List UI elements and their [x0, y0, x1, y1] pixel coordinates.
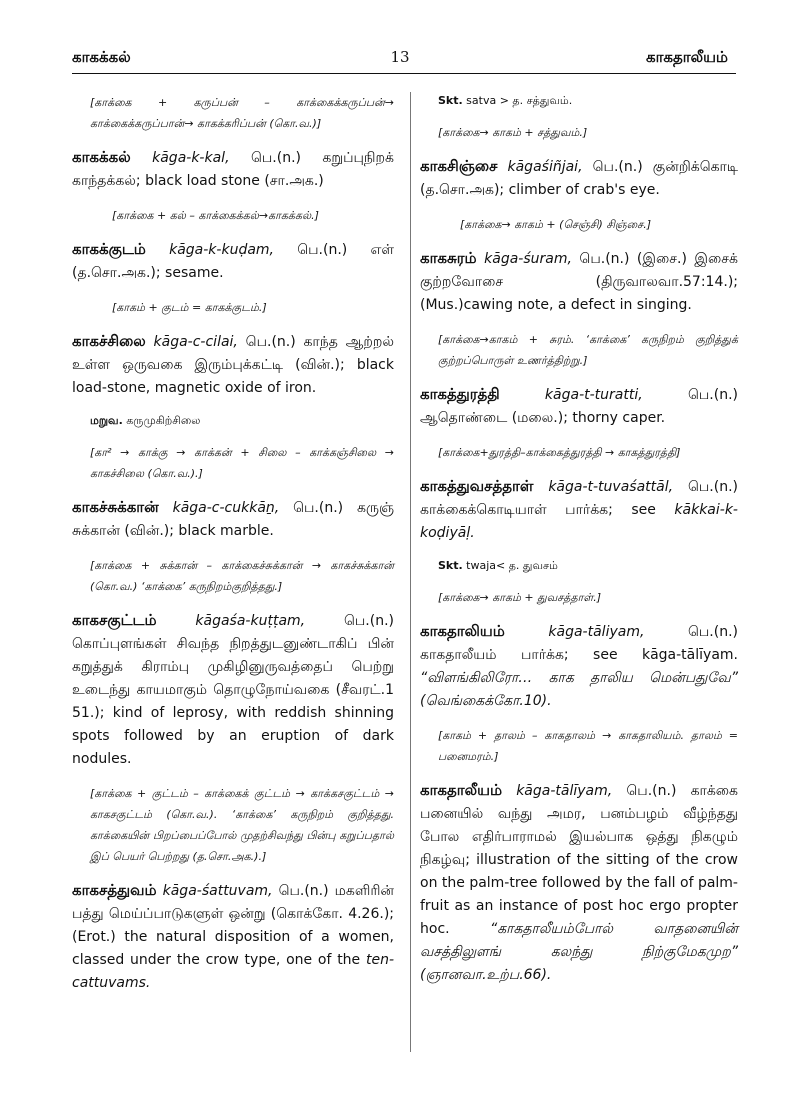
etymology-note: [காகம் + தாலம் – காகதாலம் → காகதாலியம். தாலம் = பனைமரம்.]: [438, 729, 738, 763]
entry-definition: பெ.(n.) கொப்புளங்கள் சிவந்த நிறத்துடனுண்டாகிப் பின் கறுத்துக் கிராம்பு முகிழினுருவத்தைப் பெற்று உடைந்து காயமாகும் தொழுநோய்வகை (சீவரட்.1 51.); kind of leprosy, with reddish shinning spots followed by an eruption of dark nodules.: [72, 613, 394, 767]
headword: காகசிஞ்சை: [420, 157, 498, 175]
note-label: Skt.: [438, 559, 463, 572]
usage-note: [438, 557, 738, 575]
dictionary-entry: [420, 383, 738, 430]
entry-definition: பெ.(n.) கறுப்புநிறக் காந்தக்கல்; black load stone (சா.அக.): [72, 150, 394, 189]
header-rule: [72, 73, 736, 74]
transliteration: kāga-śattuvam,: [162, 883, 273, 899]
dictionary-entry: [420, 779, 738, 987]
dictionary-entry: [72, 496, 394, 543]
entry-definition: பெ.(n.) மகளிரின் பத்து மெய்ப்பாடுகளுள் ஒன்று (கொக்கோ. 4.26.); (Erot.) the natural disposition of a women, classed under the crow type, one of the: [72, 883, 395, 968]
entry-definition: பெ.(n.) எள் (த.சொ.அக.); sesame.: [72, 242, 394, 281]
running-head-right: காகதாலீயம்: [645, 48, 728, 66]
entry-definition: பெ.(n.) காந்த ஆற்றல் உள்ள ஒருவகை இரும்புக்கட்டி (வின்.); black load-stone, magnetic oxide of iron.: [72, 334, 395, 396]
headword: காகக்குடம்: [72, 240, 146, 258]
etymology-note: [காக்கை + கருப்பன் – காக்கைக்கருப்பன்→ காக்கைக்கருப்பான்→ காகக்கரிப்பன் (கொ.வ.)]: [90, 96, 394, 130]
etymology-note: [காக்கை→ காகம் + துவசத்தாள்.]: [438, 591, 602, 604]
dictionary-entry: [72, 609, 394, 771]
etymology-note: [காக்கை+துரத்தி–காக்கைத்துரத்தி → காகத்துரத்தி]: [438, 446, 681, 459]
entry-citation: kākkai-k-koḍiyāḷ.: [420, 502, 738, 541]
etymology-note: [காக்கை→ காகம் + (செஞ்சி) சிஞ்சை.]: [460, 218, 652, 231]
transliteration: kāga-c-cilai,: [153, 334, 238, 350]
dictionary-entry: [72, 879, 394, 995]
transliteration: kāga-tāliyam,: [548, 624, 645, 640]
dictionary-entry: [420, 620, 738, 713]
transliteration: kāga-tālīyam,: [516, 783, 613, 799]
transliteration: kāgaśa-kuṭṭam,: [195, 613, 306, 629]
transliteration: kāga-k-kuḍam,: [169, 242, 274, 258]
dictionary-entry: [72, 330, 394, 400]
headword: காகதாலீயம்: [420, 781, 503, 799]
entry-citation: ten-cattuvams.: [72, 952, 394, 991]
entry-citation: “விளங்கிலிரோ… காக தாலிய மென்பதுவே” (வெங்கைக்கோ.10).: [420, 670, 738, 709]
running-head-left: காகக்கல்: [72, 48, 131, 66]
etymology-note: [காக்கை→காகம் + சுரம். ‘காக்கை’ கருநிறம் குறித்துக் குற்றப்பொருள் உணர்த்திற்று.]: [438, 333, 738, 367]
headword: காகத்துரத்தி: [420, 385, 500, 403]
note-text: twaja< த. துவசம்: [462, 559, 558, 572]
headword: காகச்சிலை: [72, 332, 146, 350]
dictionary-entry: [72, 238, 394, 285]
entry-definition: பெ.(n.) குன்றிக்கொடி (த.சொ.அக); climber of crab's eye.: [420, 159, 738, 198]
entry-definition: பெ.(n.) (இசை.) இசைக் குற்றவோசை (திருவாலவா.57:14.); (Mus.)cawing note, a defect in singing.: [420, 251, 738, 313]
transliteration: kāga-k-kal,: [152, 150, 230, 166]
etymology-note: [காக்கை + கல் – காக்கைக்கல்→காகக்கல்.]: [112, 209, 319, 222]
note-label: மறுவ.: [90, 414, 123, 427]
usage-note: [438, 92, 738, 110]
entry-definition: பெ.(n.) காக்கை பனையில் வந்து அமர, பனம்பழம் வீழ்ந்தது போல எதிர்பாராமல் இயல்பாக ஒத்து நிகழும் நிகழ்வு; illustration of the sitting of the crow on the palm-tree followed by the fall of palm-fruit as an instance of post hoc ergo propter hoc.: [420, 783, 738, 937]
headword: காகசத்துவம்: [72, 881, 157, 899]
etymology-note: [காக்கை + சுக்கான் – காக்கைச்சுக்கான் → காகச்சுக்கான் (கொ.வ.) ‘காக்கை’ கருநிறம்குறித்தது.]: [90, 559, 394, 593]
dictionary-entry: [420, 155, 738, 202]
etymology-note: [கா² → காக்கு → காக்கன் + சிலை – காக்கஞ்சிலை → காகச்சிலை (கொ.வ.).]: [90, 446, 394, 480]
transliteration: kāgaśiñjai,: [507, 159, 583, 175]
page-number: 13: [390, 48, 410, 66]
transliteration: kāga-t-turatti,: [544, 387, 643, 403]
headword: காகசகுட்டம்: [72, 611, 157, 629]
transliteration: kāga-t-tuvaśattāl,: [548, 479, 674, 495]
transliteration: kāga-c-cukkāṉ,: [172, 500, 280, 516]
etymology-note: [காகம் + குடம் = காகக்குடம்.]: [112, 301, 267, 314]
entry-definition: பெ.(n.) ஆதொண்டை (மலை.); thorny caper.: [420, 387, 738, 426]
dictionary-entry: [420, 475, 738, 545]
dictionary-entry: [72, 146, 394, 193]
transliteration: kāga-śuram,: [484, 251, 572, 267]
note-text: satva > த. சத்துவம்.: [462, 94, 573, 107]
headword: காகதாலியம்: [420, 622, 505, 640]
headword: காகத்துவசத்தாள்: [420, 477, 534, 495]
right-column: [420, 92, 738, 999]
note-label: Skt.: [438, 94, 463, 107]
etymology-note: [காக்கை→ காகம் + சத்துவம்.]: [438, 126, 588, 139]
entry-definition: பெ.(n.) காகதாலீயம் பார்க்க; see kāga-tālīyam.: [420, 624, 738, 663]
entry-citation: “காகதாலீயம்போல் வாதனையின் வசத்திலுளங் கலந்து நிற்குமேகமுற” (ஞானவா.உற்ப.66).: [420, 921, 738, 983]
left-column: [72, 92, 394, 1007]
headword: காகச்சுக்கான்: [72, 498, 159, 516]
dictionary-entry: [420, 247, 738, 317]
note-text: கருமுகிற்சிலை: [122, 414, 201, 427]
entry-definition: பெ.(n.) காக்கைக்கொடியாள் பார்க்க; see: [420, 479, 738, 518]
headword: காகக்கல்: [72, 148, 131, 166]
column-divider: [410, 92, 411, 1052]
usage-note: [90, 412, 394, 430]
headword: காகசுரம்: [420, 249, 477, 267]
entry-definition: பெ.(n.) கருஞ் சுக்கான் (வின்.); black marble.: [72, 500, 394, 539]
etymology-note: [காக்கை + குட்டம் – காக்கைக் குட்டம் → காக்கசகுட்டம் → காகசகுட்டம் (கொ.வ.). ‘காக்கை’ கருநிறம் குறித்தது. காக்கையின் பிறப்பைப்போல் முதற்சிவந்து பின்பு கறுப்பதால் இப் பெயர் பெற்றது (த.சொ.அக.).]: [90, 787, 394, 863]
